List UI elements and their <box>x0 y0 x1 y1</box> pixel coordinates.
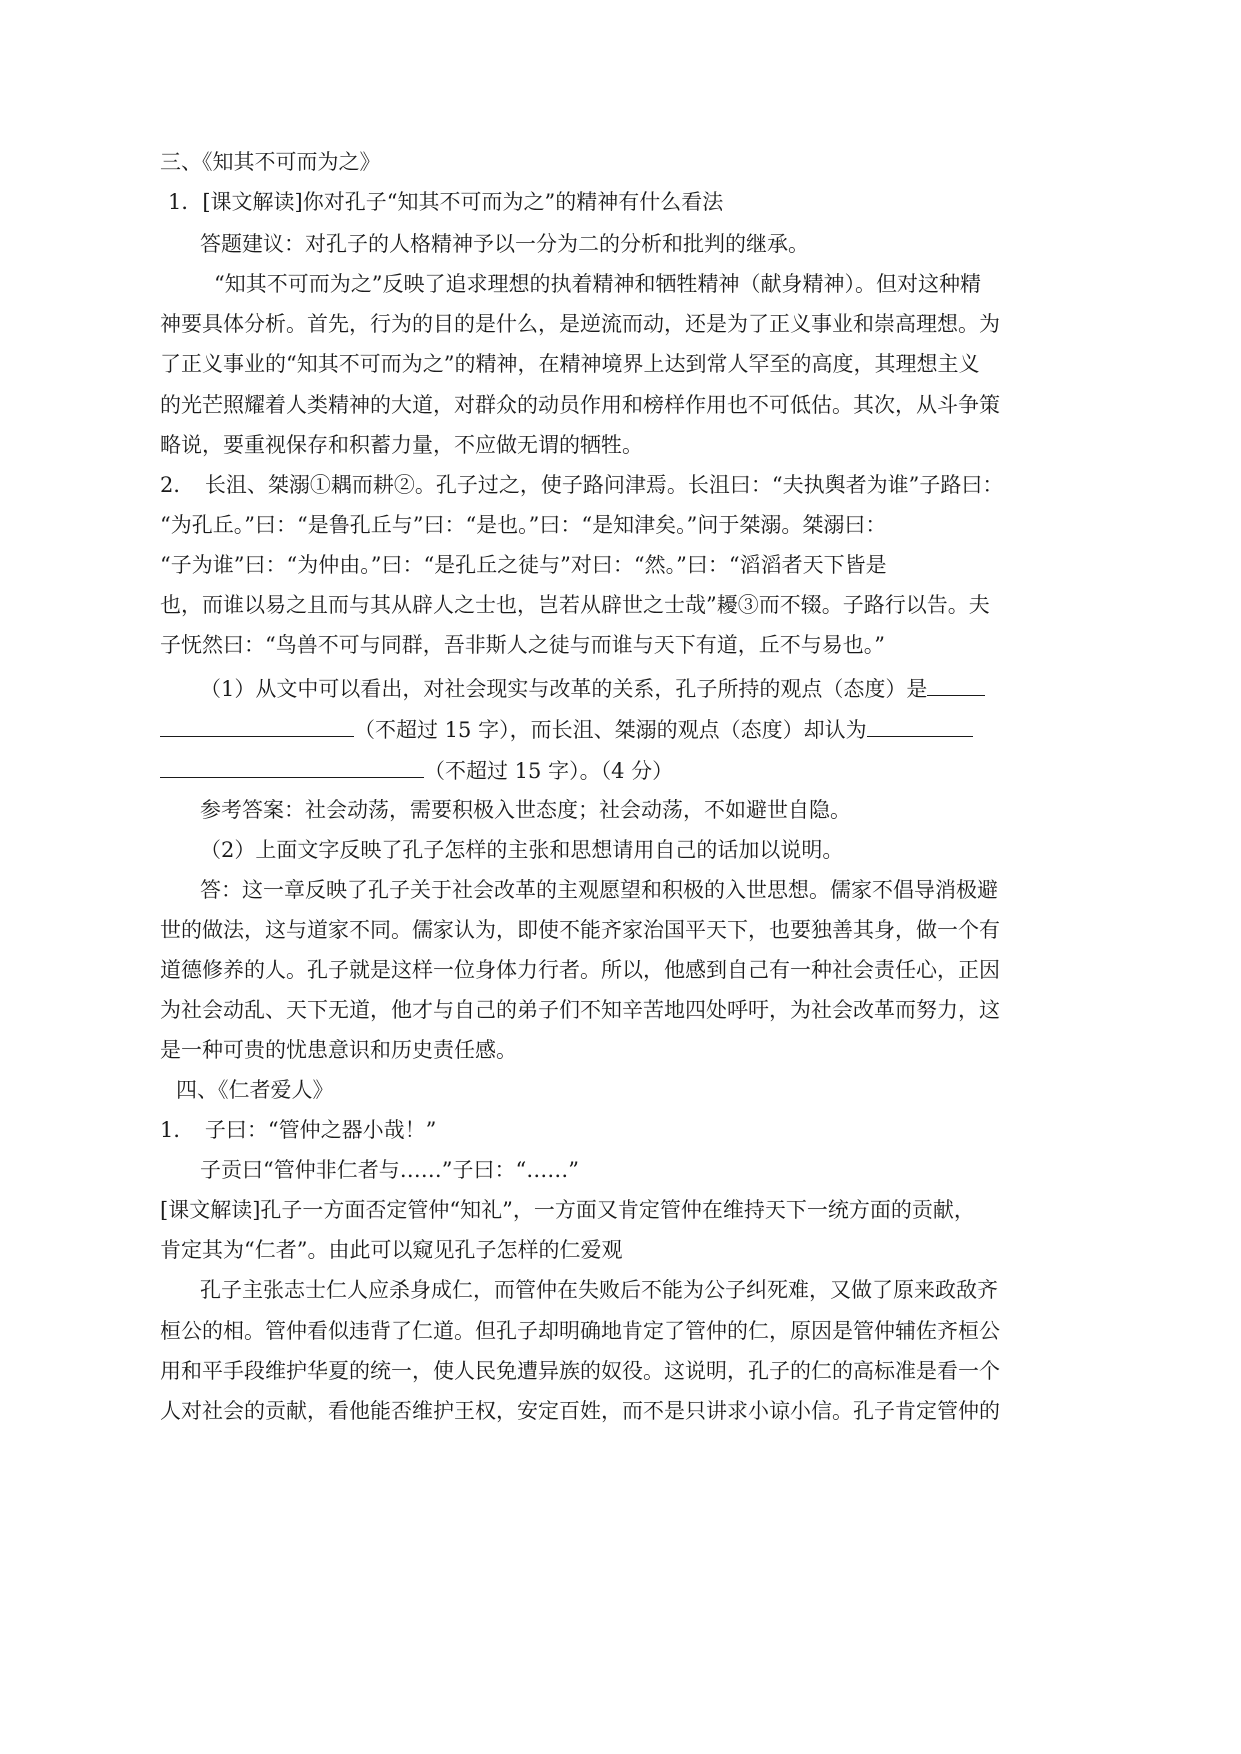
answer-paragraph-line: 了正义事业的“知其不可而为之”的精神，在精神境界上达到常人罕至的高度，其理想主义 <box>160 352 980 376</box>
section-3-question-1: 1．[课文解读]你对孔子“知其不可而为之”的精神有什么看法 <box>168 190 724 214</box>
passage-line: 2． 长沮、桀溺①耦而耕②。孔子过之，使子路问津焉。长沮曰：“夫执舆者为谁”子路曰： <box>160 473 1004 497</box>
answer-paragraph-line: “知其不可而为之”反映了追求理想的执着精神和牺牲精神（献身精神）。但对这种精 <box>214 272 981 296</box>
fill-blank[interactable] <box>160 755 424 778</box>
answer-paragraph-line: 为社会动乱、天下无道，他才与自己的弟子们不知辛苦地四处呼吁，为社会改革而努力，这 <box>160 998 1000 1022</box>
section-4-question-1-line-2: 子贡曰“管仲非仁者与……”子曰：“……” <box>200 1158 579 1182</box>
answer-paragraph-line: 神要具体分析。首先，行为的目的是什么，是逆流而动，还是为了正义事业和崇高理想。为 <box>160 312 1000 336</box>
fill-blank[interactable] <box>160 714 354 737</box>
answer-paragraph-line: 略说，要重视保存和积蓄力量，不应做无谓的牺牲。 <box>160 433 643 457</box>
section-4-heading: 四、《仁者爱人》 <box>176 1078 334 1102</box>
fill-blank[interactable] <box>867 714 973 737</box>
sub-question-1-text: （不超过 15 字）。（4 分） <box>424 759 674 783</box>
reference-answer: 参考答案：社会动荡，需要积极入世态度；社会动荡，不如避世自隐。 <box>200 798 851 822</box>
answer-paragraph-line: 世的做法，这与道家不同。儒家认为，即使不能齐家治国平天下，也要独善其身，做一个有 <box>160 918 1000 942</box>
fill-blank[interactable] <box>927 673 985 696</box>
sub-question-1 <box>200 673 985 703</box>
sub-question-1-text: （1）从文中可以看出，对社会现实与改革的关系，孔子所持的观点（态度）是 <box>200 677 928 701</box>
interpretation-line: [课文解读]孔子一方面否定管仲“知礼”，一方面又肯定管仲在维持天下一统方面的贡献， <box>160 1198 975 1222</box>
sub-question-1-continued <box>160 755 673 785</box>
answer-paragraph-line: 道德修养的人。孔子就是这样一位身体力行者。所以，他感到自己有一种社会责任心，正因 <box>160 958 1000 982</box>
answer-suggestion: 答题建议：对孔子的人格精神予以一分为二的分析和批判的继承。 <box>200 232 809 256</box>
answer-paragraph-line: 人对社会的贡献，看他能否维护王权，安定百姓，而不是只讲求小谅小信。孔子肯定管仲的 <box>160 1399 1000 1423</box>
passage-line: 子怃然曰：“鸟兽不可与同群，吾非斯人之徒与而谁与天下有道，丘不与易也。” <box>160 633 885 657</box>
passage-line: “子为谁”曰：“为仲由。”曰：“是孔丘之徒与”对曰：“然。”曰：“滔滔者天下皆是 <box>160 553 887 577</box>
interpretation-line: 肯定其为“仁者”。由此可以窥见孔子怎样的仁爱观 <box>160 1238 623 1262</box>
sub-question-2: （2）上面文字反映了孔子怎样的主张和思想请用自己的话加以说明。 <box>200 838 844 862</box>
answer-paragraph-line: 答：这一章反映了孔子关于社会改革的主观愿望和积极的入世思想。儒家不倡导消极避 <box>200 878 998 902</box>
sub-question-1-continued <box>160 714 973 744</box>
answer-paragraph-line: 桓公的相。管仲看似违背了仁道。但孔子却明确地肯定了管仲的仁，原因是管仲辅佐齐桓公 <box>160 1319 1000 1343</box>
passage-line: 也，而谁以易之且而与其从辟人之士也，岂若从辟世之士哉”耰③而不辍。子路行以告。夫 <box>160 593 990 617</box>
answer-paragraph-line: 是一种可贵的忧患意识和历史责任感。 <box>160 1038 517 1062</box>
answer-paragraph-line: 用和平手段维护华夏的统一，使人民免遭异族的奴役。这说明，孔子的仁的高标准是看一个 <box>160 1359 1000 1383</box>
answer-paragraph-line: 孔子主张志士仁人应杀身成仁，而管仲在失败后不能为公子纠死难，又做了原来政敌齐 <box>200 1278 998 1302</box>
answer-paragraph-line: 的光芒照耀着人类精神的大道，对群众的动员作用和榜样作用也不可低估。其次，从斗争策 <box>160 393 1000 417</box>
section-4-question-1: 1． 子曰：“管仲之器小哉！” <box>160 1118 437 1142</box>
sub-question-1-text: （不超过 15 字），而长沮、桀溺的观点（态度）却认为 <box>354 718 867 742</box>
section-3-heading: 三、《知其不可而为之》 <box>160 150 381 174</box>
passage-line: “为孔丘。”曰：“是鲁孔丘与”曰：“是也。”曰：“是知津矣。”问于桀溺。桀溺曰： <box>160 513 887 537</box>
